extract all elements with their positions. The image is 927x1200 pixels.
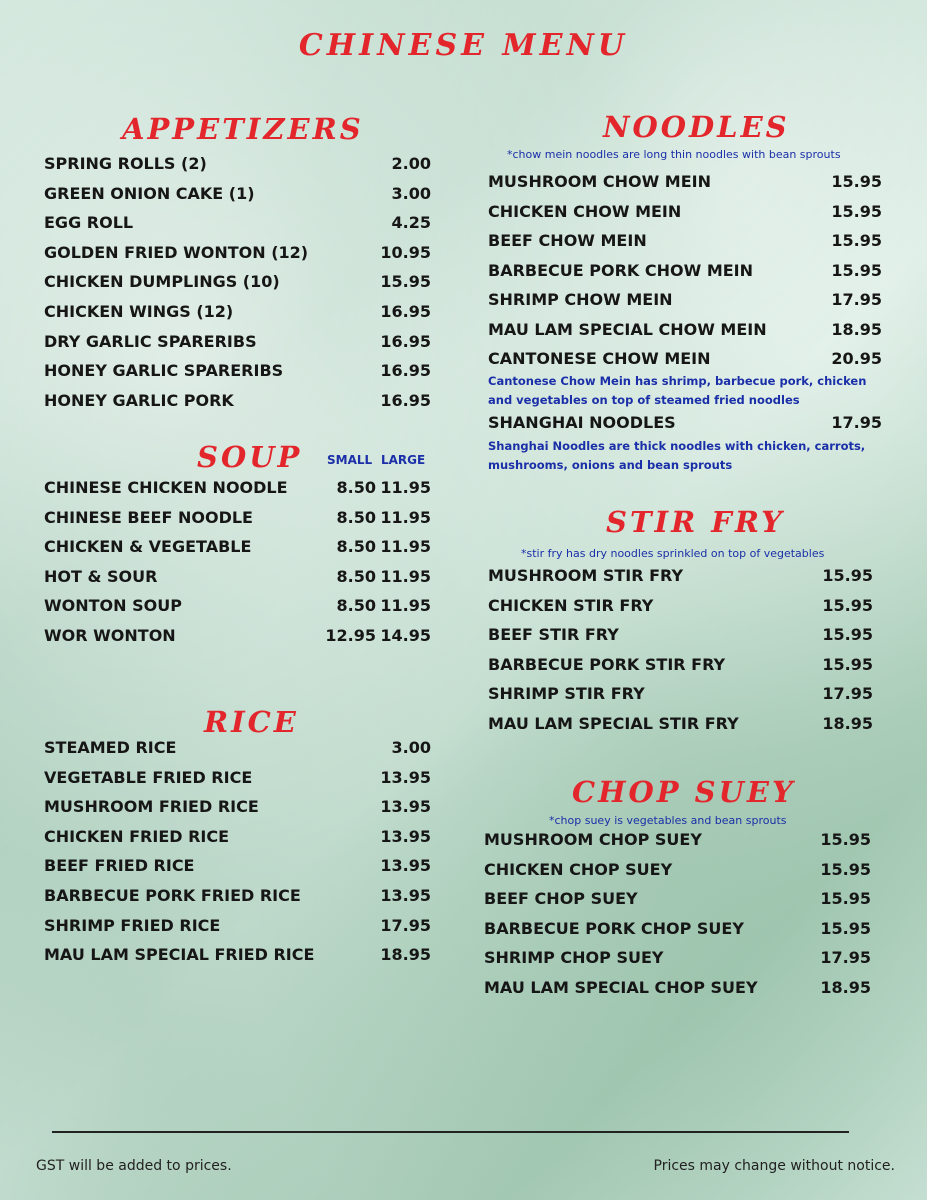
item-name: CHINESE BEEF NOODLE [44, 507, 253, 527]
item-name: CHICKEN & VEGETABLE [44, 537, 252, 557]
item-name: SHRIMP FRIED RICE [44, 915, 221, 935]
item-price: 15.95 [831, 201, 882, 221]
menu-item [44, 391, 431, 415]
item-price: 15.95 [820, 889, 871, 909]
menu-item [488, 655, 873, 679]
menu-item [44, 508, 431, 532]
shanghai-description-line-2: mushrooms, onions and bean sprouts [488, 458, 733, 472]
item-name: MUSHROOM FRIED RICE [44, 797, 259, 817]
menu-item [44, 154, 431, 178]
menu-item [44, 184, 431, 208]
menu-item [488, 684, 873, 708]
footer-gst-note: GST will be added to prices. [36, 1158, 232, 1174]
appetizers-title: APPETIZERS [122, 112, 364, 146]
item-name: CHICKEN DUMPLINGS (10) [44, 272, 280, 292]
noodles-note: *chow mein noodles are long thin noodles with bean sprouts [507, 148, 841, 161]
menu-item [484, 889, 871, 913]
menu-item [44, 856, 431, 880]
menu-item [44, 478, 431, 502]
menu-item [484, 948, 871, 972]
item-price-small: 8.50 [336, 596, 376, 616]
item-name: WOR WONTON [44, 626, 176, 645]
item-price: 3.00 [391, 183, 431, 203]
item-price: 18.95 [380, 945, 431, 965]
item-price: 15.95 [820, 830, 871, 849]
menu-item [488, 566, 873, 590]
item-name: MAU LAM SPECIAL STIR FRY [488, 714, 739, 733]
soup-small-header: SMALL [327, 453, 373, 467]
item-price: 15.95 [831, 260, 882, 280]
stir-fry-note: *stir fry has dry noodles sprinkled on top of vegetables [521, 547, 825, 560]
item-price: 18.95 [820, 978, 871, 997]
menu-item [44, 537, 431, 561]
menu-item [44, 768, 431, 792]
menu-item [488, 202, 882, 226]
item-name: HOT & SOUR [44, 566, 158, 586]
item-price: 2.00 [391, 154, 431, 173]
item-price-large: 11.95 [380, 596, 431, 616]
item-price: 15.95 [820, 859, 871, 879]
item-price: 18.95 [822, 714, 873, 733]
item-price: 16.95 [380, 361, 431, 381]
menu-item [44, 567, 431, 591]
item-price-large: 11.95 [380, 478, 431, 497]
item-price: 17.95 [831, 413, 882, 432]
footer-divider [52, 1131, 849, 1133]
item-name: CHINESE CHICKEN NOODLE [44, 478, 288, 497]
item-price: 17.95 [831, 290, 882, 309]
rice-title: RICE [204, 705, 299, 739]
item-price: 4.25 [391, 213, 431, 233]
menu-item [44, 213, 431, 237]
item-name: HONEY GARLIC SPARERIBS [44, 361, 284, 381]
item-price: 13.95 [380, 856, 431, 876]
menu-item [488, 413, 882, 437]
cantonese-description-line-1: Cantonese Chow Mein has shrimp, barbecue pork, chicken [488, 374, 867, 388]
shanghai-description [488, 437, 865, 475]
item-price: 13.95 [380, 767, 431, 787]
menu-item [484, 830, 871, 854]
item-name: EGG ROLL [44, 213, 134, 233]
item-price: 10.95 [380, 242, 431, 262]
item-name: SHANGHAI NOODLES [488, 413, 676, 432]
menu-title: CHINESE MENU [298, 28, 629, 63]
item-price: 13.95 [380, 826, 431, 846]
menu-item [484, 978, 871, 1002]
item-price-small: 12.95 [325, 626, 376, 645]
item-price-small: 8.50 [336, 566, 376, 586]
item-price-small: 8.50 [336, 478, 376, 497]
item-price: 17.95 [380, 915, 431, 935]
menu-item [44, 596, 431, 620]
menu-item [484, 860, 871, 884]
item-price: 18.95 [831, 319, 882, 339]
item-price-large: 11.95 [380, 507, 431, 527]
menu-item [488, 349, 882, 373]
item-name: CHICKEN CHOW MEIN [488, 201, 682, 221]
menu-item [44, 332, 431, 356]
item-price-large: 11.95 [380, 537, 431, 557]
item-price: 15.95 [820, 918, 871, 938]
item-name: WONTON SOUP [44, 596, 182, 616]
item-price: 20.95 [831, 349, 882, 368]
item-price-large: 11.95 [380, 566, 431, 586]
chop-suey-title: CHOP SUEY [572, 775, 796, 809]
item-name: BARBECUE PORK CHOP SUEY [484, 918, 744, 938]
item-name: BEEF CHOW MEIN [488, 231, 647, 250]
item-name: BEEF CHOP SUEY [484, 889, 638, 909]
item-price: 15.95 [822, 625, 873, 645]
item-name: SHRIMP CHOP SUEY [484, 948, 664, 968]
item-name: MUSHROOM CHOW MEIN [488, 172, 711, 191]
item-name: BEEF FRIED RICE [44, 856, 195, 876]
menu-item [44, 886, 431, 910]
item-name: CHICKEN FRIED RICE [44, 826, 230, 846]
menu-item [44, 797, 431, 821]
item-name: CHICKEN CHOP SUEY [484, 859, 673, 879]
chop-suey-note: *chop suey is vegetables and bean sprouts [549, 814, 787, 827]
menu-item [484, 919, 871, 943]
item-name: BARBECUE PORK CHOW MEIN [488, 260, 754, 280]
item-price: 15.95 [831, 172, 882, 191]
item-name: MAU LAM SPECIAL FRIED RICE [44, 945, 315, 965]
shanghai-description-line-1: Shanghai Noodles are thick noodles with chicken, carrots, [488, 439, 866, 453]
item-name: MUSHROOM STIR FRY [488, 566, 684, 585]
menu-item [488, 261, 882, 285]
item-price: 17.95 [820, 948, 871, 968]
item-price: 15.95 [380, 272, 431, 292]
cantonese-description-line-2: and vegetables on top of steamed fried noodles [488, 393, 800, 407]
item-price: 15.95 [822, 654, 873, 674]
menu-item [44, 626, 431, 650]
stir-fry-title: STIR FRY [606, 505, 785, 539]
menu-item [44, 827, 431, 851]
item-price: 15.95 [822, 566, 873, 585]
cantonese-description [488, 372, 866, 410]
item-price: 16.95 [380, 331, 431, 351]
item-name: VEGETABLE FRIED RICE [44, 767, 253, 787]
item-price: 3.00 [391, 738, 431, 757]
soup-large-header: LARGE [381, 453, 426, 467]
menu-item [44, 738, 431, 762]
item-name: CHICKEN WINGS (12) [44, 302, 234, 321]
item-price-small: 8.50 [336, 537, 376, 557]
item-name: BEEF STIR FRY [488, 625, 619, 645]
item-name: SPRING ROLLS (2) [44, 154, 207, 173]
item-name: SHRIMP STIR FRY [488, 684, 645, 704]
menu-item [488, 625, 873, 649]
menu-item [488, 290, 882, 314]
item-name: DRY GARLIC SPARERIBS [44, 331, 257, 351]
menu-item [44, 916, 431, 940]
item-price-small: 8.50 [336, 507, 376, 527]
item-price: 15.95 [822, 595, 873, 615]
item-price: 15.95 [831, 231, 882, 250]
menu-item [44, 945, 431, 969]
soup-title: SOUP [197, 440, 303, 474]
item-name: GOLDEN FRIED WONTON (12) [44, 242, 309, 262]
item-price: 13.95 [380, 797, 431, 817]
item-name: CHICKEN STIR FRY [488, 595, 654, 615]
menu-item [488, 231, 882, 255]
item-name: GREEN ONION CAKE (1) [44, 183, 255, 203]
menu-item [44, 302, 431, 326]
item-price: 17.95 [822, 684, 873, 704]
menu-item [488, 596, 873, 620]
item-price: 16.95 [380, 390, 431, 410]
menu-item [488, 320, 882, 344]
menu-item [44, 272, 431, 296]
item-price-large: 14.95 [380, 626, 431, 645]
item-name: STEAMED RICE [44, 738, 177, 757]
item-name: BARBECUE PORK FRIED RICE [44, 886, 301, 905]
item-price: 16.95 [380, 302, 431, 321]
item-name: MUSHROOM CHOP SUEY [484, 830, 702, 849]
item-name: CANTONESE CHOW MEIN [488, 349, 711, 368]
menu-item [44, 243, 431, 267]
menu-item [488, 714, 873, 738]
item-name: MAU LAM SPECIAL CHOP SUEY [484, 978, 758, 997]
item-price: 13.95 [380, 886, 431, 905]
item-name: SHRIMP CHOW MEIN [488, 290, 673, 309]
item-name: HONEY GARLIC PORK [44, 390, 234, 410]
menu-item [44, 361, 431, 385]
item-name: BARBECUE PORK STIR FRY [488, 654, 726, 674]
noodles-title: NOODLES [603, 110, 790, 144]
item-name: MAU LAM SPECIAL CHOW MEIN [488, 319, 767, 339]
menu-item [488, 172, 882, 196]
footer-price-note: Prices may change without notice. [653, 1158, 895, 1174]
